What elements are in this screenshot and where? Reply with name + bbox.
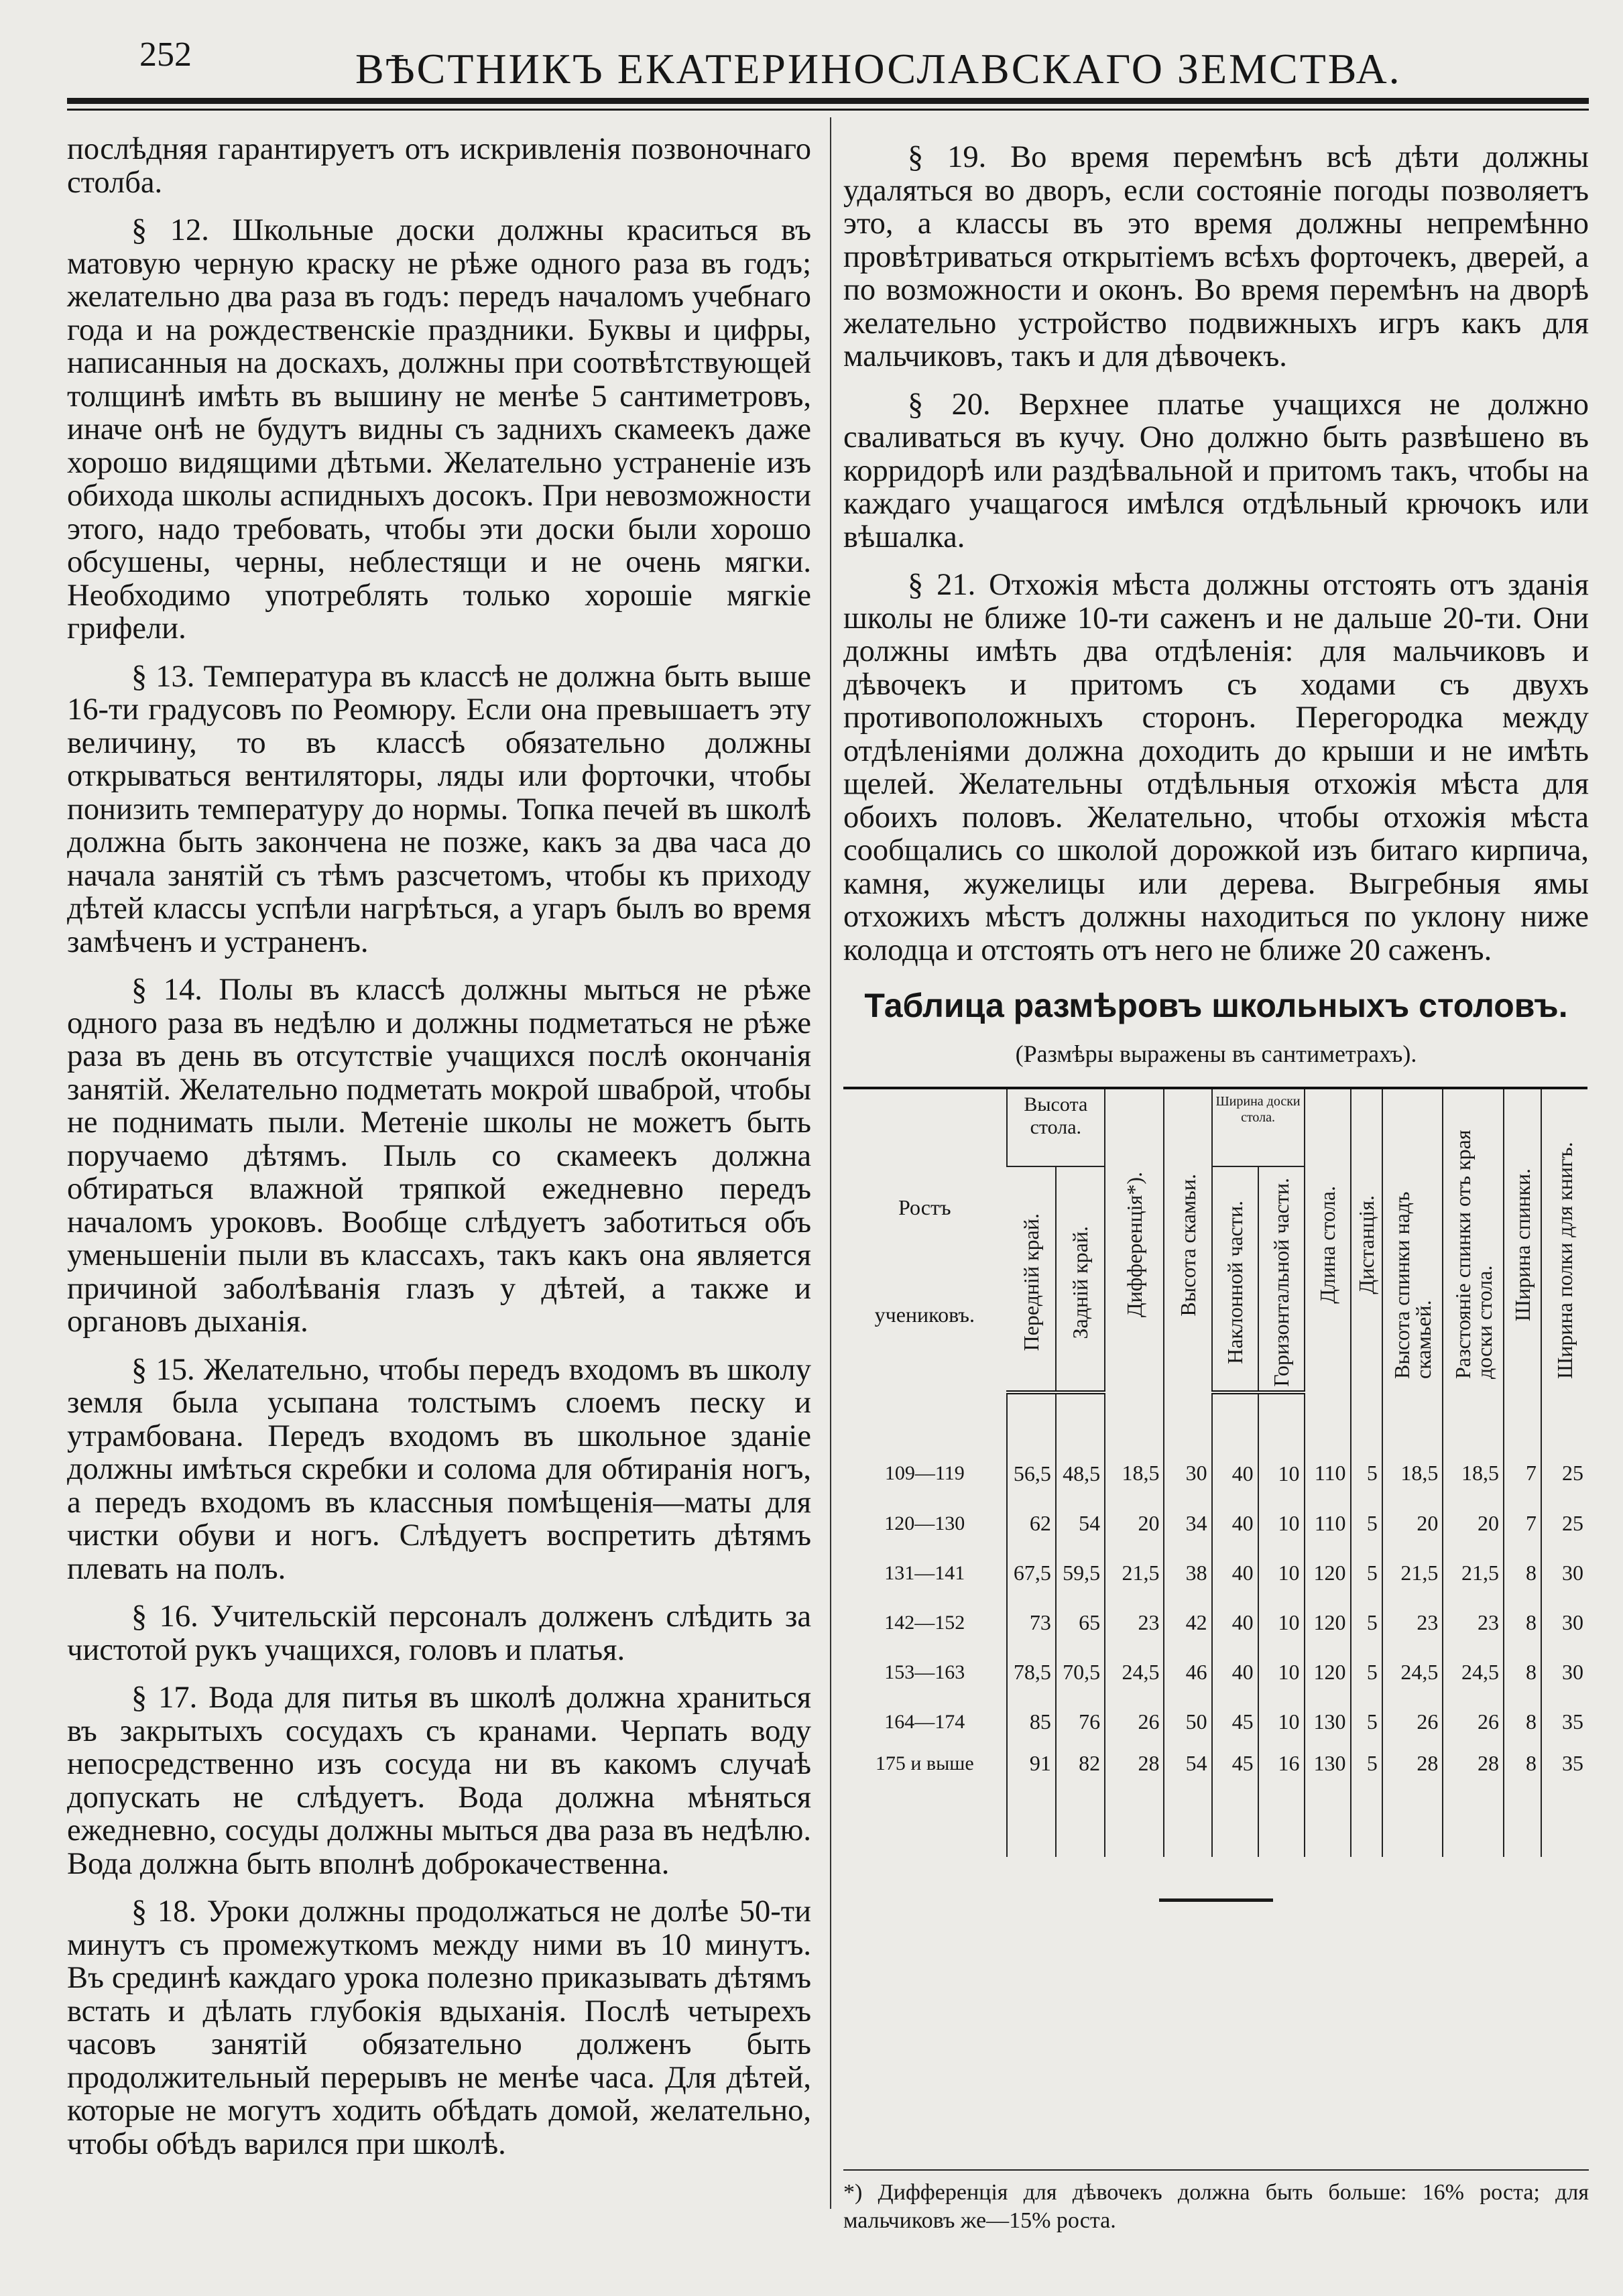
cell-rost: 109—119 bbox=[884, 1461, 965, 1484]
table-cell: 26 bbox=[1382, 1697, 1443, 1747]
table-cell: 73 bbox=[1007, 1598, 1056, 1648]
table-cell: 35 bbox=[1541, 1697, 1587, 1747]
table-cell: 18,5 bbox=[1382, 1392, 1443, 1499]
table-cell: 34 bbox=[1164, 1499, 1211, 1549]
table-title: Таблица размѣровъ школьныхъ столовъ. bbox=[864, 987, 1568, 1024]
paragraph-13: § 13. Температура въ классѣ не должна быть выше 16-ти градусовъ по Реомюру. Если она превышаетъ эту величину, то въ классѣ обязательно должны открываться вентиляторы, ляды или форточки, чтобы понизить температуру до нормы. Топка печей въ школѣ должна быть закончена не позже, какъ за два часа до начала занятій съ тѣмъ разсчетомъ, чтобы къ приходу дѣтей классы успѣли нагрѣться, а угаръ былъ во время замѣченъ и устраненъ. bbox=[67, 659, 811, 959]
col-back-width: Ширина спинки. bbox=[1510, 1168, 1535, 1322]
table-cell: 67,5 bbox=[1007, 1549, 1056, 1598]
table-cell: 120 bbox=[1305, 1549, 1351, 1598]
table-cell: 10 bbox=[1258, 1648, 1305, 1697]
paragraph-18: § 18. Уроки должны продолжаться не долѣе 50-ти минутъ съ промежуткомъ между ними въ 10 минутъ. Въ срединѣ каждаго урока полезно приказывать дѣтямъ встать и дѣлать глубокія вдыханія. Послѣ четырехъ часовъ занятій обязательно долженъ быть продолжительный перерывъ не менѣе часа. Для дѣтей, которые не могутъ ходить обѣдать домой, желательно, чтобы обѣдъ варился при школѣ. bbox=[67, 1894, 811, 2161]
table-cell: 8 bbox=[1504, 1549, 1541, 1598]
header-col-12 bbox=[1541, 1088, 1587, 1392]
col-inclined-part: Наклонной части. bbox=[1223, 1201, 1248, 1364]
col-back-height: Высота спинки надъ скамьей. bbox=[1390, 1191, 1436, 1379]
table-cell: 8 bbox=[1504, 1747, 1541, 1857]
table-cell: 20 bbox=[1382, 1499, 1443, 1549]
table-cell: 5 bbox=[1351, 1598, 1382, 1648]
table-cell: 59,5 bbox=[1056, 1549, 1105, 1598]
cell-rost: 175 и выше bbox=[875, 1752, 974, 1774]
table-cell: 28 bbox=[1105, 1747, 1164, 1857]
col-desk-length: Длина стола. bbox=[1315, 1186, 1340, 1304]
table-cell: 5 bbox=[1351, 1499, 1382, 1549]
header-col-3 bbox=[1105, 1088, 1164, 1392]
table-cell: 5 bbox=[1351, 1549, 1382, 1598]
table-cell: 10 bbox=[1258, 1598, 1305, 1648]
table-row bbox=[843, 1392, 1587, 1499]
col-distance: Дистанція. bbox=[1354, 1195, 1379, 1294]
table-cell: 40 bbox=[1212, 1648, 1258, 1697]
paragraph-20: § 20. Верхнее платье учащихся не должно сваливаться въ кучу. Оно должно быть развѣшено въ корридорѣ или раздѣвальной и притомъ такъ, чтобы на каждаго учащагося имѣлся отдѣльный крючокъ или вѣшалка. bbox=[843, 387, 1589, 554]
paragraph-21: § 21. Отхожія мѣста должны отстоять отъ зданія школы не ближе 10-ти саженъ и не дальше 20-ти. Они должны имѣть два отдѣленія: для мальчиковъ и дѣвочекъ и притомъ съ ходами съ двухъ противоположныхъ сторонъ. Перегородка между отдѣленіями должна доходить до крыши и не имѣть щелей. Желательны отдѣльныя отхожія мѣста для обоихъ половъ. Желательно, чтобы отхожія мѣста сообщались со школой дорожкой изъ битаго кирпича, камня, жужелицы или дерева. Выгребныя ямы отхожихъ мѣстъ должны находиться по уклону ниже колодца и отстоять отъ него не ближе 20 саженъ. bbox=[843, 568, 1589, 967]
table-cell: 35 bbox=[1541, 1747, 1587, 1857]
table-cell: 5 bbox=[1351, 1392, 1382, 1499]
table-cell: 5 bbox=[1351, 1697, 1382, 1747]
table-cell: 30 bbox=[1541, 1549, 1587, 1598]
header-group-board: Ширина доски стола. bbox=[1212, 1088, 1305, 1166]
table-cell: 40 bbox=[1212, 1598, 1258, 1648]
paragraph-19: § 19. Во время перемѣнъ всѣ дѣти должны удаляться во дворъ, если состояніе погоды позволяетъ это, а классы въ это время должны непремѣнно провѣтриваться открытіемъ всѣхъ форточекъ, дверей, а по возможности и оконъ. Во время перемѣнъ на дворѣ желательно устройство подвижныхъ игръ какъ для мальчиковъ, такъ и для дѣвочекъ. bbox=[843, 140, 1589, 373]
table-cell: 25 bbox=[1541, 1499, 1587, 1549]
table-cell: 18,5 bbox=[1443, 1392, 1504, 1499]
table-cell: 62 bbox=[1007, 1499, 1056, 1549]
header-col-6 bbox=[1258, 1166, 1305, 1392]
table-cell: 26 bbox=[1443, 1697, 1504, 1747]
column-divider bbox=[830, 117, 831, 2209]
table-cell: 18,5 bbox=[1105, 1392, 1164, 1499]
page-number: 252 bbox=[139, 36, 192, 74]
right-column bbox=[843, 141, 1589, 1902]
table-cell: 65 bbox=[1056, 1598, 1105, 1648]
table-cell: 40 bbox=[1212, 1392, 1258, 1499]
table-cell: 23 bbox=[1382, 1598, 1443, 1648]
header-col-9 bbox=[1382, 1088, 1443, 1392]
cell-rost: 164—174 bbox=[884, 1711, 965, 1734]
table-cell: 50 bbox=[1164, 1697, 1211, 1747]
journal-title: ВѢСТНИКЪ ЕКАТЕРИНОСЛАВСКАГО ЗЕМСТВА. bbox=[355, 45, 1402, 93]
table-cell: 56,5 bbox=[1007, 1392, 1056, 1499]
table-cell: 40 bbox=[1212, 1549, 1258, 1598]
header-col-2 bbox=[1056, 1166, 1105, 1392]
col-back-distance: Разстояніе спинки отъ края доски стола. bbox=[1450, 1130, 1496, 1379]
table-cell: 16 bbox=[1258, 1747, 1305, 1857]
table-row bbox=[843, 1499, 1587, 1549]
table-cell: 8 bbox=[1504, 1598, 1541, 1648]
table-cell: 20 bbox=[1105, 1499, 1164, 1549]
table-cell: 24,5 bbox=[1443, 1648, 1504, 1697]
table-cell: 25 bbox=[1541, 1392, 1587, 1499]
table-cell: 23 bbox=[1443, 1598, 1504, 1648]
table-row bbox=[843, 1697, 1587, 1747]
table-cell: 130 bbox=[1305, 1747, 1351, 1857]
paragraph-14: § 14. Полы въ классѣ должны мыться не рѣже одного раза въ недѣлю и должны подметаться не рѣже раза въ день въ отсутствіе учащихся послѣ окончанія занятій. Желательно подметать мокрой шваброй, чтобы не поднимать пыли. Метеніе школы не можетъ быть поручаемо дѣтямъ. Пыль со скамеекъ должна обтираться влажной тряпкой ежедневно передъ началомъ уроковъ. Вообще слѣдуетъ заботиться объ уменьшеніи пыли въ классахъ, такъ какъ она является причиной заболѣванія глазъ у дѣтей, а также и органовъ дыханія. bbox=[67, 973, 811, 1339]
table-cell: 48,5 bbox=[1056, 1392, 1105, 1499]
table-cell: 7 bbox=[1504, 1499, 1541, 1549]
table-cell: 24,5 bbox=[1105, 1648, 1164, 1697]
table-cell: 45 bbox=[1212, 1747, 1258, 1857]
table-cell: 10 bbox=[1258, 1499, 1305, 1549]
table-cell: 21,5 bbox=[1443, 1549, 1504, 1598]
header-rost-line2: учениковъ. bbox=[874, 1303, 975, 1327]
table-cell: 10 bbox=[1258, 1392, 1305, 1499]
col-bench-height: Высота скамьи. bbox=[1176, 1173, 1201, 1317]
cell-rost: 120—130 bbox=[884, 1512, 965, 1535]
table-cell: 91 bbox=[1007, 1747, 1056, 1857]
table-cell: 8 bbox=[1504, 1697, 1541, 1747]
header-col-5 bbox=[1212, 1166, 1258, 1392]
paragraph-12: § 12. Школьные доски должны краситься въ матовую черную краску не рѣже одного раза въ годъ; желательно два раза въ годъ: передъ началомъ учебнаго года и на рождественскіе праздники. Буквы и цифры, написанныя на доскахъ, должны при соотвѣтствующей толщинѣ имѣть въ вышину не менѣе 5 сантиметровъ, иначе онѣ не будутъ видны съ заднихъ скамеекъ даже хорошо видящими дѣтьми. Желательно устраненіе изъ обихода школы аспидныхъ досокъ. При невозможности этого, надо требовать, чтобы эти доски были хорошо обсушены, черны, неблестящи и не очень мягки. Необходимо употреблять только хорошіе мягкіе грифели. bbox=[67, 213, 811, 646]
table-cell: 30 bbox=[1541, 1598, 1587, 1648]
header-col-4 bbox=[1164, 1088, 1211, 1392]
table-cell: 42 bbox=[1164, 1598, 1211, 1648]
col-shelf-width: Ширина полки для книгъ. bbox=[1552, 1142, 1577, 1379]
header-rule-thin bbox=[67, 109, 1589, 111]
table-cell: 24,5 bbox=[1382, 1648, 1443, 1697]
table-cell: 38 bbox=[1164, 1549, 1211, 1598]
table-cell: 120 bbox=[1305, 1648, 1351, 1697]
table-cell: 70,5 bbox=[1056, 1648, 1105, 1697]
table-cell: 54 bbox=[1164, 1747, 1211, 1857]
cell-rost: 131—141 bbox=[884, 1562, 965, 1585]
paragraph-continuation: послѣдняя гарантируетъ отъ искривленія позвоночнаго столба. bbox=[67, 132, 811, 200]
table-cell: 5 bbox=[1351, 1648, 1382, 1697]
table-cell: 7 bbox=[1504, 1392, 1541, 1499]
table-cell: 28 bbox=[1382, 1747, 1443, 1857]
table-cell: 10 bbox=[1258, 1549, 1305, 1598]
table-row bbox=[843, 1598, 1587, 1648]
table-cell: 78,5 bbox=[1007, 1648, 1056, 1697]
footnote: *) Дифференція для дѣвочекъ должна быть больше: 16% роста; для мальчиковъ же—15% роста. bbox=[843, 2169, 1589, 2235]
table-cell: 110 bbox=[1305, 1392, 1351, 1499]
table-cell: 85 bbox=[1007, 1697, 1056, 1747]
table-cell: 8 bbox=[1504, 1648, 1541, 1697]
header-rost bbox=[843, 1088, 1007, 1392]
header-col-1 bbox=[1007, 1166, 1056, 1392]
table-cell: 26 bbox=[1105, 1697, 1164, 1747]
table-cell: 30 bbox=[1164, 1392, 1211, 1499]
table-cell: 28 bbox=[1443, 1747, 1504, 1857]
header-col-11 bbox=[1504, 1088, 1541, 1392]
table-cell: 23 bbox=[1105, 1598, 1164, 1648]
paragraph-15: § 15. Желательно, чтобы передъ входомъ въ школу земля была усыпана толстымъ слоемъ песку и утрамбована. Передъ входомъ въ школьное зданіе должны имѣться скребки и солома для обтиранія ногъ, а передъ входомъ въ классныя помѣщенія—маты для чистки обуви и ногъ. Слѣдуетъ воспретить дѣтямъ плевать на полъ. bbox=[67, 1352, 811, 1586]
table-cell: 130 bbox=[1305, 1697, 1351, 1747]
table-cell: 10 bbox=[1258, 1697, 1305, 1747]
school-desk-table bbox=[843, 1087, 1587, 1857]
table-cell: 20 bbox=[1443, 1499, 1504, 1549]
col-differentia: Дифференція*). bbox=[1122, 1172, 1147, 1318]
table-cell: 40 bbox=[1212, 1499, 1258, 1549]
col-horizontal-part: Горизонтальной части. bbox=[1269, 1178, 1294, 1387]
table-row bbox=[843, 1648, 1587, 1697]
col-back-edge: Задній край. bbox=[1068, 1225, 1093, 1339]
header-rost-line1: Ростъ bbox=[898, 1195, 951, 1219]
cell-rost: 153—163 bbox=[884, 1661, 965, 1684]
table-cell: 120 bbox=[1305, 1598, 1351, 1648]
header-group-height: Высота стола. bbox=[1007, 1088, 1105, 1166]
left-column bbox=[67, 133, 811, 2175]
col-front-edge: Передній край. bbox=[1018, 1213, 1043, 1351]
table-row bbox=[843, 1747, 1587, 1857]
paragraph-16: § 16. Учительскій персоналъ долженъ слѣдить за чистотой рукъ учащихся, головъ и платья. bbox=[67, 1599, 811, 1667]
table-row bbox=[843, 1549, 1587, 1598]
paragraph-17: § 17. Вода для питья въ школѣ должна храниться въ закрытыхъ сосудахъ съ кранами. Черпать воду непосредственно изъ сосуда ни въ какомъ случаѣ допускать не слѣдуетъ. Вода должна мѣняться ежедневно, сосуды должны мыться два раза въ недѣлю. Вода должна быть вполнѣ доброкачественна. bbox=[67, 1681, 811, 1881]
header-col-7 bbox=[1305, 1088, 1351, 1392]
table-cell: 21,5 bbox=[1382, 1549, 1443, 1598]
table-cell: 46 bbox=[1164, 1648, 1211, 1697]
header-col-10 bbox=[1443, 1088, 1504, 1392]
table-subtitle: (Размѣры выражены въ сантиметрахъ). bbox=[1015, 1040, 1417, 1067]
table-cell: 76 bbox=[1056, 1697, 1105, 1747]
section-end-rule bbox=[1159, 1898, 1273, 1902]
cell-rost: 142—152 bbox=[884, 1612, 965, 1634]
table-cell: 21,5 bbox=[1105, 1549, 1164, 1598]
table-cell: 30 bbox=[1541, 1648, 1587, 1697]
table-cell: 45 bbox=[1212, 1697, 1258, 1747]
header-rule bbox=[67, 98, 1589, 104]
table-cell: 5 bbox=[1351, 1747, 1382, 1857]
header-col-8 bbox=[1351, 1088, 1382, 1392]
table-cell: 54 bbox=[1056, 1499, 1105, 1549]
table-cell: 82 bbox=[1056, 1747, 1105, 1857]
table-cell: 110 bbox=[1305, 1499, 1351, 1549]
